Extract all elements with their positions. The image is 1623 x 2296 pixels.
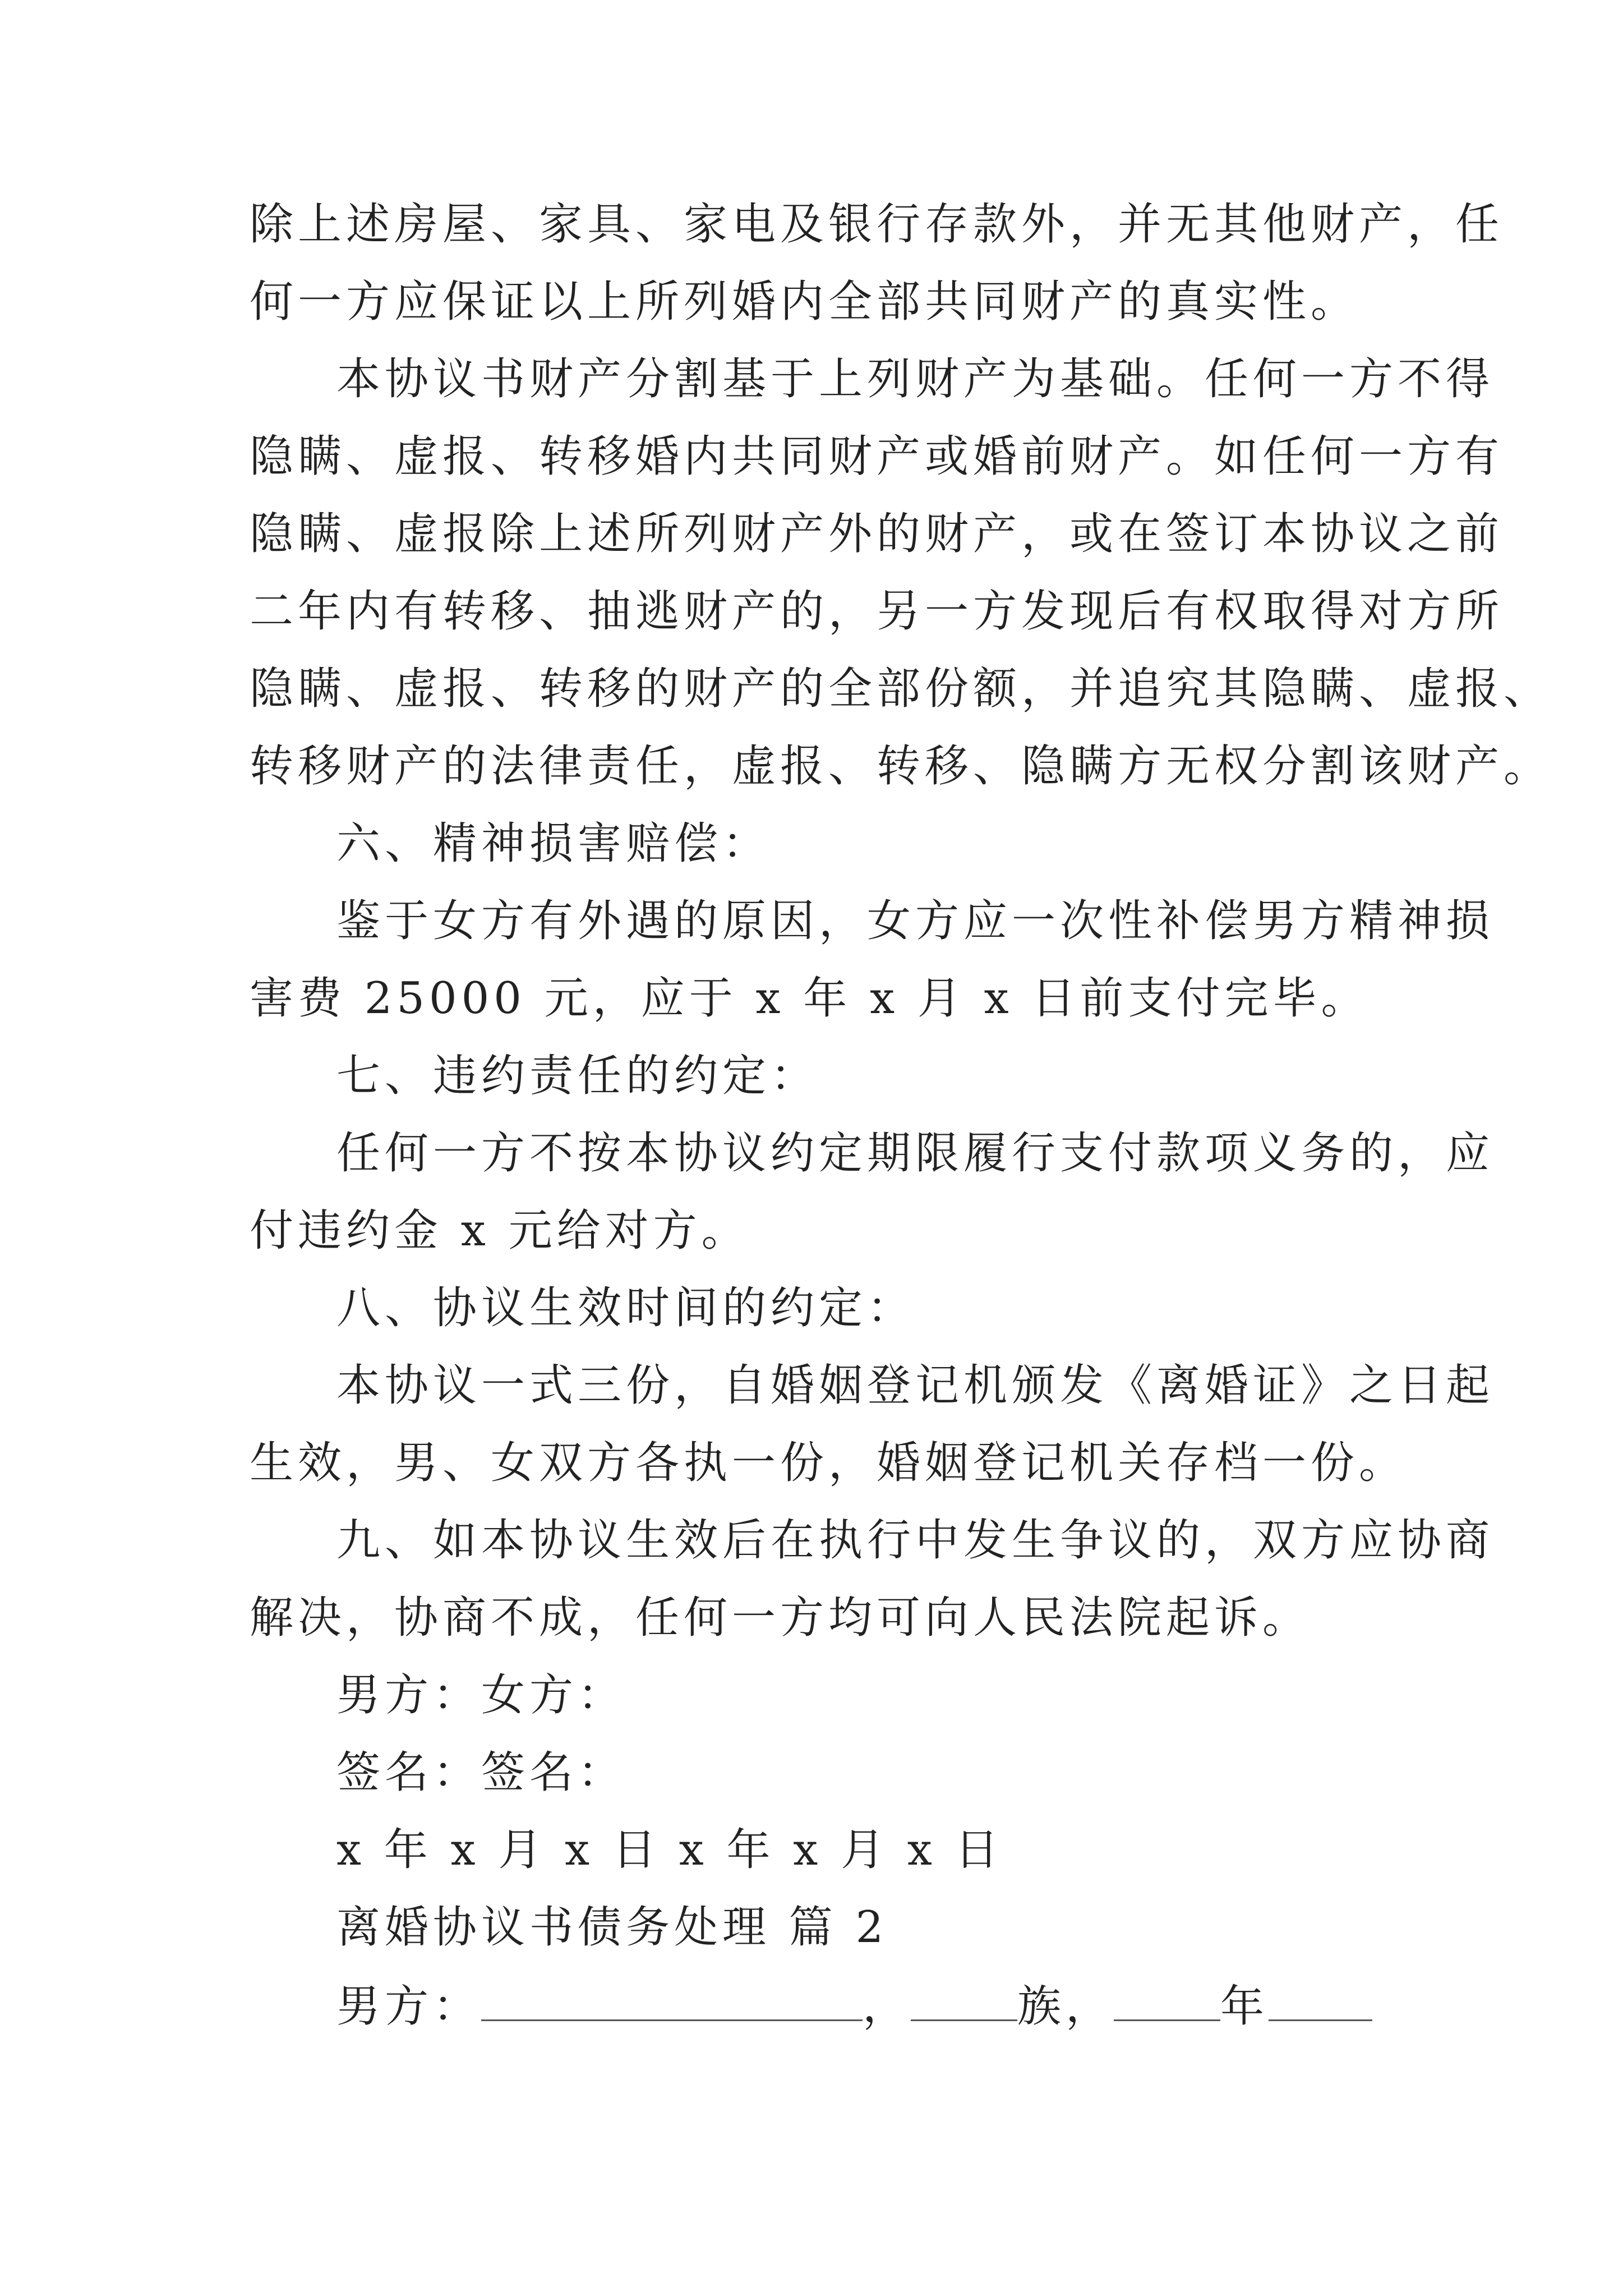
text-line: 解决，协商不成，任何一方均可向人民法院起诉。 [250,1593,1311,1643]
separator: ， [863,1981,911,2032]
text-line: 九、如本协议生效后在执行中发生争议的，双方应协商 [336,1515,1495,1566]
text-line: 生效，男、女双方各执一份，婚姻登记机关存档一份。 [250,1438,1408,1488]
form-line-male [336,1977,1372,2033]
text-line: 害费 25000 元，应于 x 年 x 月 x 日前支付完毕。 [250,973,1370,1024]
male-label: 男方： [336,1981,482,2032]
ethnic-blank [911,1977,1017,2021]
year-blank [1114,1977,1220,2021]
section-title: 离婚协议书债务处理 篇 2 [336,1902,888,1953]
text-line: 二年内有转移、抽逃财产的，另一方发现后有权取得对方所 [250,586,1504,637]
name-blank [481,1977,863,2021]
year-label: 年 [1220,1981,1269,2032]
text-line: 何一方应保证以上所列婚内全部共同财产的真实性。 [250,277,1359,327]
party-labels: 男方：女方： [336,1670,626,1720]
section-heading: 八、协议生效时间的约定： [336,1283,916,1333]
text-line: 转移财产的法律责任，虚报、转移、隐瞒方无权分割该财产。 [250,741,1552,792]
signature-labels: 签名：签名： [336,1747,626,1798]
text-line: 付违约金 x 元给对方。 [250,1205,750,1256]
ethnic-label: 族， [1017,1981,1114,2032]
date-line: x 年 x 月 x 日 x 年 x 月 x 日 [336,1825,1003,1875]
text-line: 本协议书财产分割基于上列财产为基础。任何一方不得 [336,354,1495,404]
text-line: 隐瞒、虚报、转移的财产的全部份额，并追究其隐瞒、虚报、 [250,664,1552,714]
trailing-blank [1269,1977,1372,2021]
text-line: 任何一方不按本协议约定期限履行支付款项义务的，应 [336,1128,1495,1179]
text-line: 除上述房屋、家具、家电及银行存款外，并无其他财产，任 [250,199,1504,250]
text-line: 隐瞒、虚报除上述所列财产外的财产，或在签订本协议之前 [250,509,1504,559]
section-heading: 六、精神损害赔偿： [336,818,771,869]
text-line: 鉴于女方有外遇的原因，女方应一次性补偿男方精神损 [336,896,1495,946]
text-line: 本协议一式三份，自婚姻登记机颁发《离婚证》之日起 [336,1360,1495,1411]
text-line: 隐瞒、虚报、转移婚内共同财产或婚前财产。如任何一方有 [250,431,1504,482]
section-heading: 七、违约责任的约定： [336,1051,819,1101]
